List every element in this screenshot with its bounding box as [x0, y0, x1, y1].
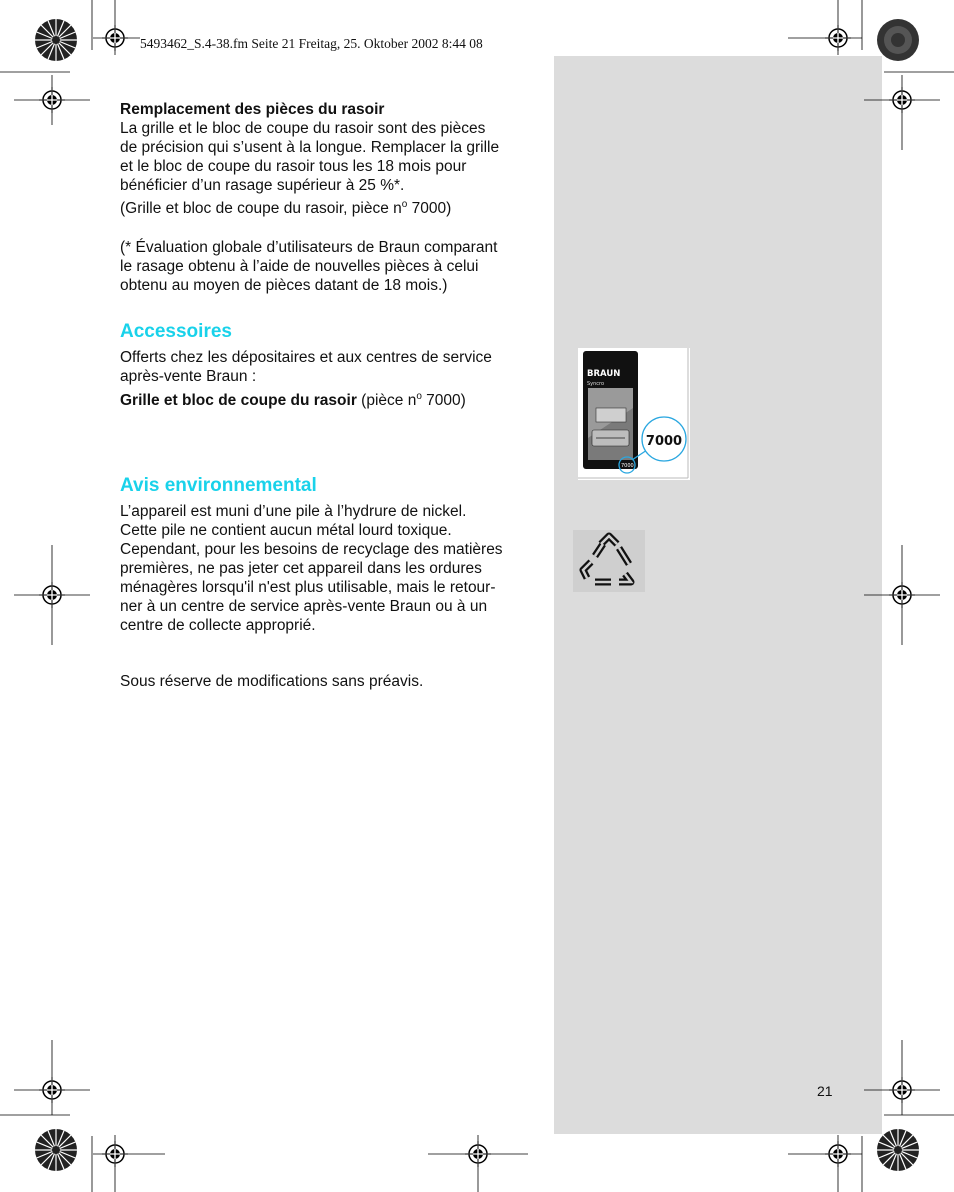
heading-environment: Avis environnemental: [120, 475, 317, 496]
notice-text: Sous réserve de modifications sans préavis.: [120, 673, 424, 690]
accessories-item-sup: o: [416, 391, 422, 402]
footnote-line-1: (* Évaluation globale d’utilisateurs de Braun comparant: [120, 239, 498, 256]
part-sup: o: [401, 199, 408, 210]
page-number: 21: [817, 1083, 833, 1099]
accessories-item-suffix: 7000): [421, 392, 466, 409]
part-suffix: 7000): [407, 200, 452, 217]
accessories-item-bold: Grille et bloc de coupe du rasoir: [120, 392, 357, 409]
environment-line-4: premières, ne pas jeter cet appareil dans les ordures: [120, 560, 482, 577]
environment-line-2: Cette pile ne contient aucun métal lourd toxique.: [120, 522, 452, 539]
environment-line-7: centre de collecte approprié.: [120, 617, 316, 634]
heading-replacement: Remplacement des pièces du rasoir: [120, 101, 385, 118]
product-image: [578, 348, 690, 480]
product-part-number: 7000: [645, 434, 683, 449]
replacement-line-3: et le bloc de coupe du rasoir tous les 18 mois pour: [120, 158, 467, 175]
product-model: Syncro: [587, 381, 605, 387]
heading-accessories: Accessoires: [120, 321, 232, 342]
main-content: [120, 100, 540, 691]
product-brand: BRAUN: [587, 369, 621, 379]
environment-line-6: ner à un centre de service après-vente Braun ou à un: [120, 598, 488, 615]
accessories-line-1: Offerts chez les dépositaires et aux centres de service: [120, 349, 492, 366]
part-prefix: (Grille et bloc de coupe du rasoir, pièce n: [120, 200, 402, 217]
environment-line-1: L’appareil est muni d’une pile à l’hydrure de nickel.: [120, 503, 467, 520]
replacement-part-number: [120, 199, 540, 218]
environment-line-5: ménagères lorsqu'il n'est plus utilisable, mais le retour-: [120, 579, 496, 596]
file-info-header: 5493462_S.4-38.fm Seite 21 Freitag, 25. Oktober 2002 8:44 08: [140, 36, 483, 51]
product-small-label: 7000: [621, 463, 634, 469]
accessories-line-2: après-vente Braun :: [120, 368, 257, 385]
footnote-line-2: le rasage obtenu à l’aide de nouvelles pièces à celui: [120, 258, 479, 275]
replacement-line-1: La grille et le bloc de coupe du rasoir sont des pièces: [120, 120, 486, 137]
accessories-item: [120, 391, 540, 410]
replacement-line-2: de précision qui s’usent à la longue. Remplacer la grille: [120, 139, 500, 156]
footnote-line-3: obtenu au moyen de pièces datant de 18 mois.): [120, 277, 448, 294]
recycle-icon: [573, 530, 645, 592]
environment-line-3: Cependant, pour les besoins de recyclage des matières: [120, 541, 503, 558]
accessories-item-prefix: (pièce n: [356, 392, 417, 409]
replacement-line-4: bénéficier d’un rasage supérieur à 25 %*.: [120, 177, 405, 194]
